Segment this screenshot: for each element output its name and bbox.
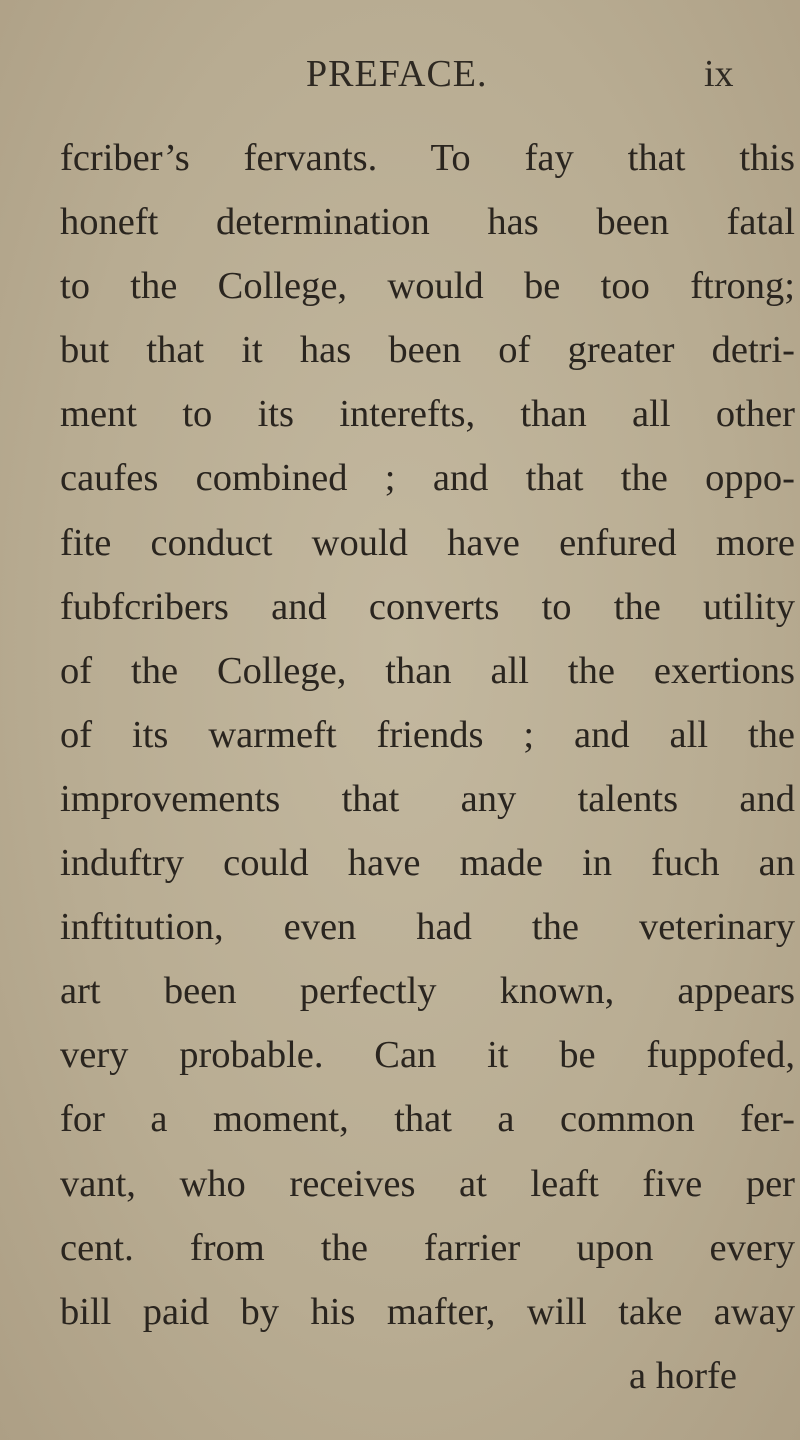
text-line: induftry could have made in fuch an	[60, 842, 795, 885]
text-line: of its warmeft friends ; and all the	[60, 713, 795, 756]
text-line: improvements that any talents and	[60, 777, 795, 820]
page-title: PREFACE.	[306, 53, 488, 95]
text-line: of the College, than all the exertions	[60, 649, 795, 692]
catchword: a horfe	[629, 1354, 737, 1397]
text-line: fubfcribers and converts to the utility	[60, 585, 795, 628]
text-line: bill paid by his mafter, will take away	[60, 1290, 795, 1333]
text-line: but that it has been of greater detri-	[60, 329, 795, 372]
text-line: fcriber’s fervants. To fay that this	[60, 137, 795, 179]
text-line: very probable. Can it be fuppofed,	[60, 1034, 795, 1077]
text-line: to the College, would be too ftrong;	[60, 265, 795, 308]
text-line: vant, who receives at leaft five per	[60, 1162, 795, 1205]
running-header	[0, 52, 800, 100]
body-text	[60, 126, 795, 1408]
text-line: fite conduct would have enfured more	[60, 521, 795, 564]
text-line: inftitution, even had the veterinary	[60, 906, 795, 949]
text-line: cent. from the farrier upon every	[60, 1226, 795, 1269]
page-number: ix	[704, 53, 734, 95]
text-line: for a moment, that a common fer-	[60, 1098, 795, 1141]
text-line: art been perfectly known, appears	[60, 970, 795, 1013]
text-line: caufes combined ; and that the oppo-	[60, 457, 795, 500]
text-line: ment to its interefts, than all other	[60, 393, 795, 436]
text-line: honeft determination has been fatal	[60, 201, 795, 244]
